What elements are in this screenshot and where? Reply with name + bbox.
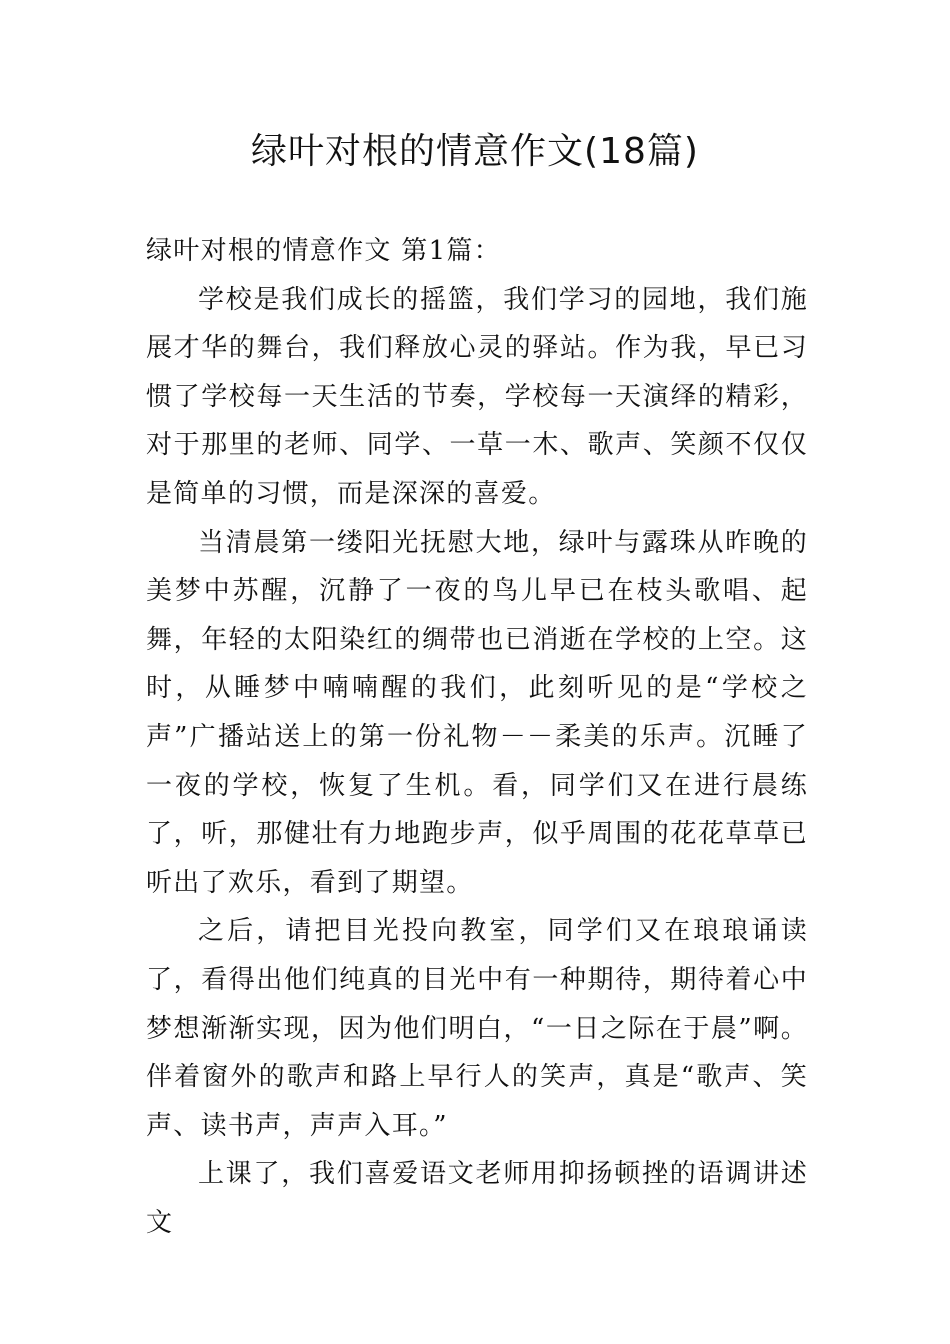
section-label: 绿叶对根的情意作文 第1篇： xyxy=(146,236,502,266)
document-title: 绿叶对根的情意作文(18篇) xyxy=(251,131,699,172)
paragraph-2: 当清晨第一缕阳光抚慰大地，绿叶与露珠从昨晚的美梦中苏醒，沉静了一夜的鸟儿早已在枝头歌唱、起舞，年轻的太阳染红的绸带也已消逝在学校的上空。这时，从睡梦中喃喃醒的我们，此刻听见的是“学校之声”广播站送上的第一份礼物－－柔美的乐声。沉睡了一夜的学校，恢复了生机。看，同学们又在进行晨练了，听，那健壮有力地跑步声，似乎周围的花花草草已听出了欢乐，看到了期望。 xyxy=(146,527,808,898)
paragraph-4: 上课了，我们喜爱语文老师用抑扬顿挫的语调讲述文 xyxy=(146,1159,808,1238)
document-body xyxy=(146,227,808,1247)
paragraph-1: 学校是我们成长的摇篮，我们学习的园地，我们施展才华的舞台，我们释放心灵的驿站。作为我，早已习惯了学校每一天生活的节奏，学校每一天演绎的精彩，对于那里的老师、同学、一草一木、歌声、笑颜不仅仅是简单的习惯，而是深深的喜爱。 xyxy=(146,284,808,509)
paragraph-3: 之后，请把目光投向教室，同学们又在琅琅诵读了，看得出他们纯真的目光中有一种期待，期待着心中梦想渐渐实现，因为他们明白，“一日之际在于晨”啊。伴着窗外的歌声和路上早行人的笑声，真是“歌声、笑声、读书声，声声入耳。” xyxy=(146,916,808,1141)
